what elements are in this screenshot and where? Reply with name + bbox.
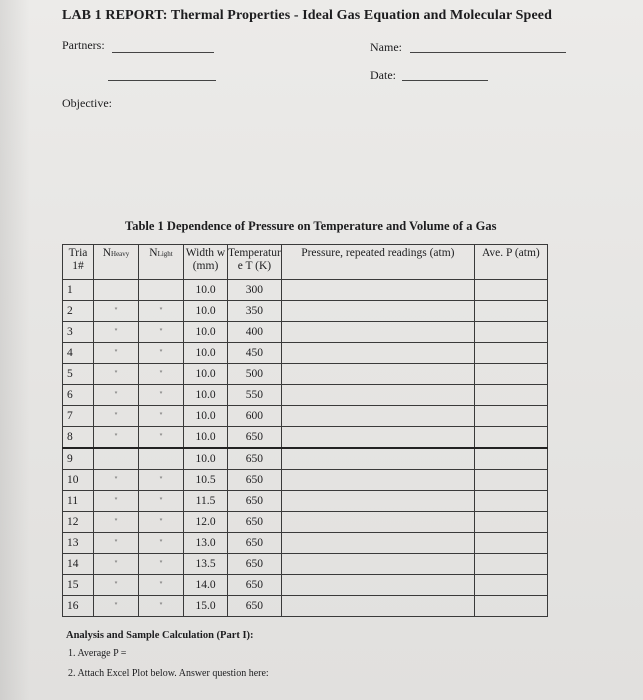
header-trial: Tria 1# <box>63 245 94 280</box>
cell-trial: 15 <box>63 575 94 596</box>
cell-n-light[interactable]: " <box>139 533 184 554</box>
cell-n-heavy[interactable]: " <box>94 575 139 596</box>
cell-n-light[interactable]: " <box>139 512 184 533</box>
header-n-heavy-sub: Heavy <box>111 250 130 258</box>
cell-width: 11.5 <box>184 491 228 512</box>
cell-n-heavy[interactable]: " <box>94 533 139 554</box>
cell-n-heavy[interactable]: " <box>94 322 139 343</box>
table-row <box>63 470 548 491</box>
cell-trial: 14 <box>63 554 94 575</box>
cell-average[interactable] <box>474 512 547 533</box>
cell-average[interactable] <box>474 427 547 449</box>
cell-temperature: 650 <box>228 512 282 533</box>
table-row <box>63 364 548 385</box>
table-row <box>63 533 548 554</box>
table-row <box>63 554 548 575</box>
table-row <box>63 448 548 470</box>
cell-temperature: 650 <box>228 596 282 617</box>
table-row <box>63 343 548 364</box>
data-table <box>62 244 548 617</box>
cell-n-light[interactable]: " <box>139 427 184 449</box>
partners-label: Partners: <box>62 38 105 52</box>
cell-n-heavy[interactable]: " <box>94 512 139 533</box>
cell-temperature: 650 <box>228 491 282 512</box>
cell-temperature: 300 <box>228 280 282 301</box>
cell-temperature: 550 <box>228 385 282 406</box>
table-row <box>63 301 548 322</box>
cell-width: 10.0 <box>184 406 228 427</box>
cell-trial: 3 <box>63 322 94 343</box>
cell-trial: 6 <box>63 385 94 406</box>
cell-pressure[interactable] <box>281 301 474 322</box>
cell-pressure[interactable] <box>281 554 474 575</box>
header-width: Width w (mm) <box>184 245 228 280</box>
cell-width: 10.0 <box>184 301 228 322</box>
table-row <box>63 512 548 533</box>
cell-n-heavy[interactable]: " <box>94 385 139 406</box>
table-row <box>63 575 548 596</box>
cell-temperature: 600 <box>228 406 282 427</box>
cell-trial: 7 <box>63 406 94 427</box>
date-line[interactable] <box>402 80 488 81</box>
header-average: Ave. P (atm) <box>474 245 547 280</box>
cell-n-heavy[interactable]: " <box>94 301 139 322</box>
analysis-item-average: 1. Average P = <box>68 648 127 659</box>
cell-width: 15.0 <box>184 596 228 617</box>
cell-pressure[interactable] <box>281 575 474 596</box>
cell-n-heavy[interactable]: " <box>94 470 139 491</box>
table-caption: Table 1 Dependence of Pressure on Temperature and Volume of a Gas <box>125 219 497 233</box>
cell-temperature: 650 <box>228 427 282 449</box>
analysis-heading: Analysis and Sample Calculation (Part I): <box>66 630 254 641</box>
cell-pressure[interactable] <box>281 343 474 364</box>
cell-pressure[interactable] <box>281 448 474 470</box>
cell-temperature: 650 <box>228 470 282 491</box>
cell-n-light[interactable]: " <box>139 470 184 491</box>
cell-n-light[interactable]: " <box>139 575 184 596</box>
header-n-light <box>139 245 184 280</box>
cell-pressure[interactable] <box>281 427 474 449</box>
cell-average[interactable] <box>474 554 547 575</box>
cell-temperature: 650 <box>228 448 282 470</box>
cell-width: 10.0 <box>184 364 228 385</box>
cell-temperature: 450 <box>228 343 282 364</box>
cell-n-heavy[interactable] <box>94 280 139 301</box>
table-row <box>63 322 548 343</box>
cell-pressure[interactable] <box>281 280 474 301</box>
cell-width: 12.0 <box>184 512 228 533</box>
cell-pressure[interactable] <box>281 596 474 617</box>
cell-n-light[interactable]: " <box>139 596 184 617</box>
cell-n-light[interactable]: " <box>139 322 184 343</box>
date-label: Date: <box>370 68 396 82</box>
header-pressure: Pressure, repeated readings (atm) <box>281 245 474 280</box>
cell-width: 10.0 <box>184 343 228 364</box>
cell-width: 10.0 <box>184 448 228 470</box>
cell-average[interactable] <box>474 343 547 364</box>
cell-trial: 8 <box>63 427 94 449</box>
cell-pressure[interactable] <box>281 512 474 533</box>
cell-average[interactable] <box>474 470 547 491</box>
cell-trial: 5 <box>63 364 94 385</box>
cell-n-light[interactable]: " <box>139 385 184 406</box>
cell-average[interactable] <box>474 596 547 617</box>
cell-average[interactable] <box>474 575 547 596</box>
cell-average[interactable] <box>474 364 547 385</box>
table-row <box>63 427 548 449</box>
cell-pressure[interactable] <box>281 470 474 491</box>
table-row <box>63 280 548 301</box>
name-line[interactable] <box>410 52 566 53</box>
cell-width: 10.5 <box>184 470 228 491</box>
cell-trial: 16 <box>63 596 94 617</box>
cell-average[interactable] <box>474 406 547 427</box>
table-row <box>63 596 548 617</box>
cell-average[interactable] <box>474 280 547 301</box>
cell-average[interactable] <box>474 448 547 470</box>
cell-n-heavy[interactable]: " <box>94 406 139 427</box>
cell-trial: 2 <box>63 301 94 322</box>
cell-temperature: 650 <box>228 533 282 554</box>
name-label: Name: <box>370 40 402 54</box>
cell-n-light[interactable] <box>139 448 184 470</box>
cell-n-heavy[interactable]: " <box>94 554 139 575</box>
cell-temperature: 650 <box>228 554 282 575</box>
cell-trial: 4 <box>63 343 94 364</box>
cell-n-light[interactable]: " <box>139 343 184 364</box>
cell-width: 10.0 <box>184 427 228 449</box>
cell-n-light[interactable]: " <box>139 491 184 512</box>
cell-width: 13.5 <box>184 554 228 575</box>
table-header-row <box>63 245 548 280</box>
table-row <box>63 406 548 427</box>
cell-n-heavy[interactable]: " <box>94 343 139 364</box>
cell-average[interactable] <box>474 533 547 554</box>
cell-n-light[interactable]: " <box>139 406 184 427</box>
cell-average[interactable] <box>474 301 547 322</box>
cell-trial: 10 <box>63 470 94 491</box>
table-row <box>63 385 548 406</box>
header-n-light-sub: Light <box>157 250 173 258</box>
header-temperature: Temperatur e T (K) <box>228 245 282 280</box>
page-shadow <box>0 0 30 700</box>
cell-trial: 12 <box>63 512 94 533</box>
cell-width: 10.0 <box>184 280 228 301</box>
cell-width: 14.0 <box>184 575 228 596</box>
cell-trial: 1 <box>63 280 94 301</box>
cell-n-heavy[interactable]: " <box>94 596 139 617</box>
header-n-heavy-main: N <box>102 247 112 259</box>
cell-pressure[interactable] <box>281 406 474 427</box>
cell-pressure[interactable] <box>281 322 474 343</box>
cell-temperature: 650 <box>228 575 282 596</box>
cell-pressure[interactable] <box>281 533 474 554</box>
cell-n-light[interactable] <box>139 280 184 301</box>
cell-n-heavy[interactable] <box>94 448 139 470</box>
cell-n-light[interactable]: " <box>139 554 184 575</box>
cell-pressure[interactable] <box>281 364 474 385</box>
header-n-light-main: N <box>149 247 158 259</box>
objective-label: Objective: <box>62 96 112 110</box>
analysis-item-plot: 2. Attach Excel Plot below. Answer question here: <box>68 668 269 679</box>
header-n-heavy <box>94 245 139 280</box>
cell-width: 10.0 <box>184 322 228 343</box>
cell-average[interactable] <box>474 322 547 343</box>
cell-n-heavy[interactable]: " <box>94 364 139 385</box>
partners-line-2[interactable] <box>108 80 216 81</box>
cell-n-light[interactable]: " <box>139 364 184 385</box>
cell-trial: 11 <box>63 491 94 512</box>
cell-temperature: 500 <box>228 364 282 385</box>
cell-n-heavy[interactable]: " <box>94 491 139 512</box>
cell-temperature: 400 <box>228 322 282 343</box>
cell-average[interactable] <box>474 385 547 406</box>
cell-pressure[interactable] <box>281 385 474 406</box>
cell-n-light[interactable]: " <box>139 301 184 322</box>
cell-n-heavy[interactable]: " <box>94 427 139 449</box>
cell-width: 13.0 <box>184 533 228 554</box>
report-title: LAB 1 REPORT: Thermal Properties - Ideal Gas Equation and Molecular Speed <box>62 8 552 23</box>
partners-line-1[interactable] <box>112 52 214 53</box>
cell-temperature: 350 <box>228 301 282 322</box>
cell-width: 10.0 <box>184 385 228 406</box>
cell-trial: 9 <box>63 448 94 470</box>
cell-average[interactable] <box>474 491 547 512</box>
cell-trial: 13 <box>63 533 94 554</box>
cell-pressure[interactable] <box>281 491 474 512</box>
table-row <box>63 491 548 512</box>
